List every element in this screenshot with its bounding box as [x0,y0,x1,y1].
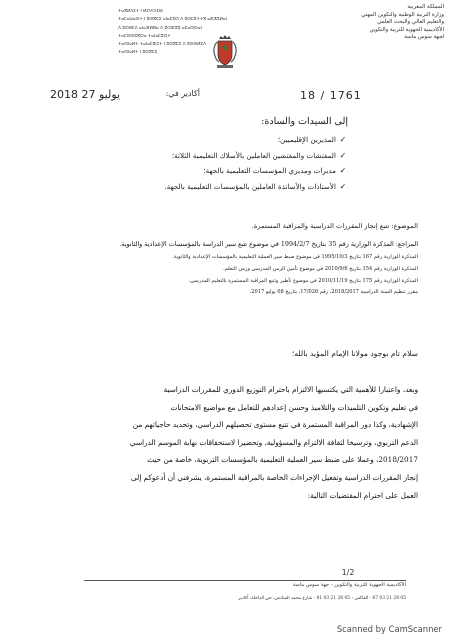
recipient-item [98,132,348,148]
greeting: سلام تام بوجود مولانا الإمام المؤيد بالله؛ [291,349,418,358]
emblem-svg [210,34,240,70]
reference-item: المذكرة الوزارية رقم 154 بتاريخ 2010/9/6 في موضوع تأمين الزمن المدرسي وزمن التعلم. [223,265,418,272]
header-tifinagh-block [118,8,227,58]
body-line: إنجاز المقررات الدراسية وتفعيل الإجراءات الخاصة بالمراقبة المستمرة، يشرفني أن أدعوكم إلى [130,472,418,482]
emblem-ribbon [217,65,233,68]
footer-ministry: الأكاديمية الجهوية للتربية والتكوين - جهة سوس ماسة [292,582,406,588]
header-left-line: ⵜⴰⵎⴰⵡⴰⵙⵜ ⵏ ⵓⵙⴳⵎⵉ ⴰⵏⴰⵎⵓⵔ ⴷ ⵓⵙⵎⵓⵜⵜⴳ ⴰⵣⵣⵓⵍⴰⵏ [118,17,227,23]
header-right-line: الأكاديمية الجهوية للتربية والتكوين [369,26,444,33]
recipient-text: المفتشات والمفتشين العاملين بالأسلاك التعليمية الثلاثة؛ [171,150,336,160]
header-left-line: ⵜⴰⴳⵍⴷⵉⵜ ⵏ ⵍⵎⵖⵔⵉⴱ [118,9,163,14]
body-line: الدعم التربوي، وترسيخا لثقافة الالتزام والمسؤولية، وتحضيرا لاستحقاقات نهاية الموسم الدراسي [129,437,418,447]
checkmark-icon: ✓ [339,135,347,145]
recipient-item [98,163,348,179]
recipient-text: الأستاذات والأساتذة العاملين بالمؤسسات التعليمية بالجهة. [164,182,336,192]
kingdom-emblem-icon [210,34,240,70]
body-line: وبعد، واعتبارا للأهمية التي يكتسيها الالتزام باحترام التوزيع الدوري للمقررات الدراسية [163,385,418,394]
reference-item: مقرر تنظيم السنة الدراسية 2018/2017، رقم 17/026، بتاريخ 08 يوليو 2017. [249,289,418,296]
references-list [18,252,418,299]
recipient-item [98,148,348,164]
body-line: في تعليم وتكوين التلميذات والتلاميذ وحسن إعدادهم للتعامل مع مواضيع الامتحانات [170,402,418,412]
recipient-item [98,179,348,195]
checkmark-icon: ✓ [339,150,347,160]
recipient-list [98,132,348,194]
references-title: المراجع: المذكرة الوزارية رقم 35 بتاريخ 1994/2/7 في موضوع تتبع سير الدراسة بالمؤسسات الإعدادية والثانوية. [119,240,418,248]
checkmark-icon: ✓ [339,182,347,192]
header-left-line: ⴷ ⵓⵙⵍⵎⴷ ⴰⵏⴰⴼⵍⵍⴰ ⴷ ⵓⵔⵣⵣⵓ ⴰⵎⴰⵙⵙⴰⵏ [118,25,202,31]
header-left-line: ⵜⴰⵙⵏⴰⵍⵜ ⵜⴰⵏⴰⵎⵓⵔⵜ ⵏ ⵓⵙⴳⵎⵉ ⴷ ⵓⵙⵙⵍⵎⴷ [118,42,207,48]
header-left-line: ⵜⴰⵎⵙⵙⵓⴳⵔⴰ ⵜⴰⵏⴰⵎⵓⵔⵜ [118,33,171,39]
subject-line: الموضوع: تتبع إنجاز المقررات الدراسية والمراقبة المستمرة. [251,222,418,230]
body-line: 2018/2017، وعملا على ضبط سير العملية التعليمية بالمؤسسات التربوية، خاصة من حيث [147,455,418,465]
body-line: الإشهادية، وكذا دور المراقبة المستمرة في تتبع مستوى تحصيلهم الدراسي، وتحديد حاجياتهم من [132,420,418,430]
date-value: 2018 ﻳﻮﻟﻴﻮ 27 [50,88,121,101]
header-right-line: وزارة التربية الوطنية والتكوين المهني [361,11,444,18]
reference-number: 18 / 1761 [300,89,362,102]
reference-item: المذكرة الوزارية رقم 167 بتاريخ 1995/10/3 في موضوع ضبط سير العملية التعليمية بالمؤسسات الإعدادية والثانوية. [172,254,418,260]
date-label: أكادير في: [165,89,200,98]
footer-contact: 05 28 21 03 87 - الفاكس : 05 28 21 03 81 - شارع محمد السادس، حي الداخلة، أكادير [238,596,406,601]
body-paragraph [18,381,418,504]
addressee: إلى السيدات والسادة: [261,116,348,127]
page-number: 1/2 [341,568,355,577]
header-right-line: المملكة المغربية [407,4,444,10]
recipient-text: مديرات ومديري المؤسسات التعليمية بالجهة؛ [203,166,336,176]
header-arabic-block [254,4,444,42]
scanner-watermark: Scanned by CamScanner [336,624,442,634]
recipient-text: المديرين الإقليميين؛ [277,135,336,145]
checkmark-icon: ✓ [339,166,347,176]
header-left-line: ⵜⴰⵙⵏⴰⵍⵜ ⵏ ⵓⵙⴳⵎⵉ [118,50,158,56]
header-right-line: والتعليم العالي والبحث العلمي [377,19,444,26]
body-line: العمل على احترام المقتضيات التالية: [307,490,418,500]
header-right-line: لجهة سوس ماسة [404,34,444,41]
emblem-crown [219,35,231,39]
footer-divider [84,580,406,581]
reference-item: المذكرة الوزارية رقم 175 بتاريخ 2010/11/19 في موضوع تأطير وتتبع المراقبة المستمرة بالتعليم المدرسي. [188,277,418,284]
